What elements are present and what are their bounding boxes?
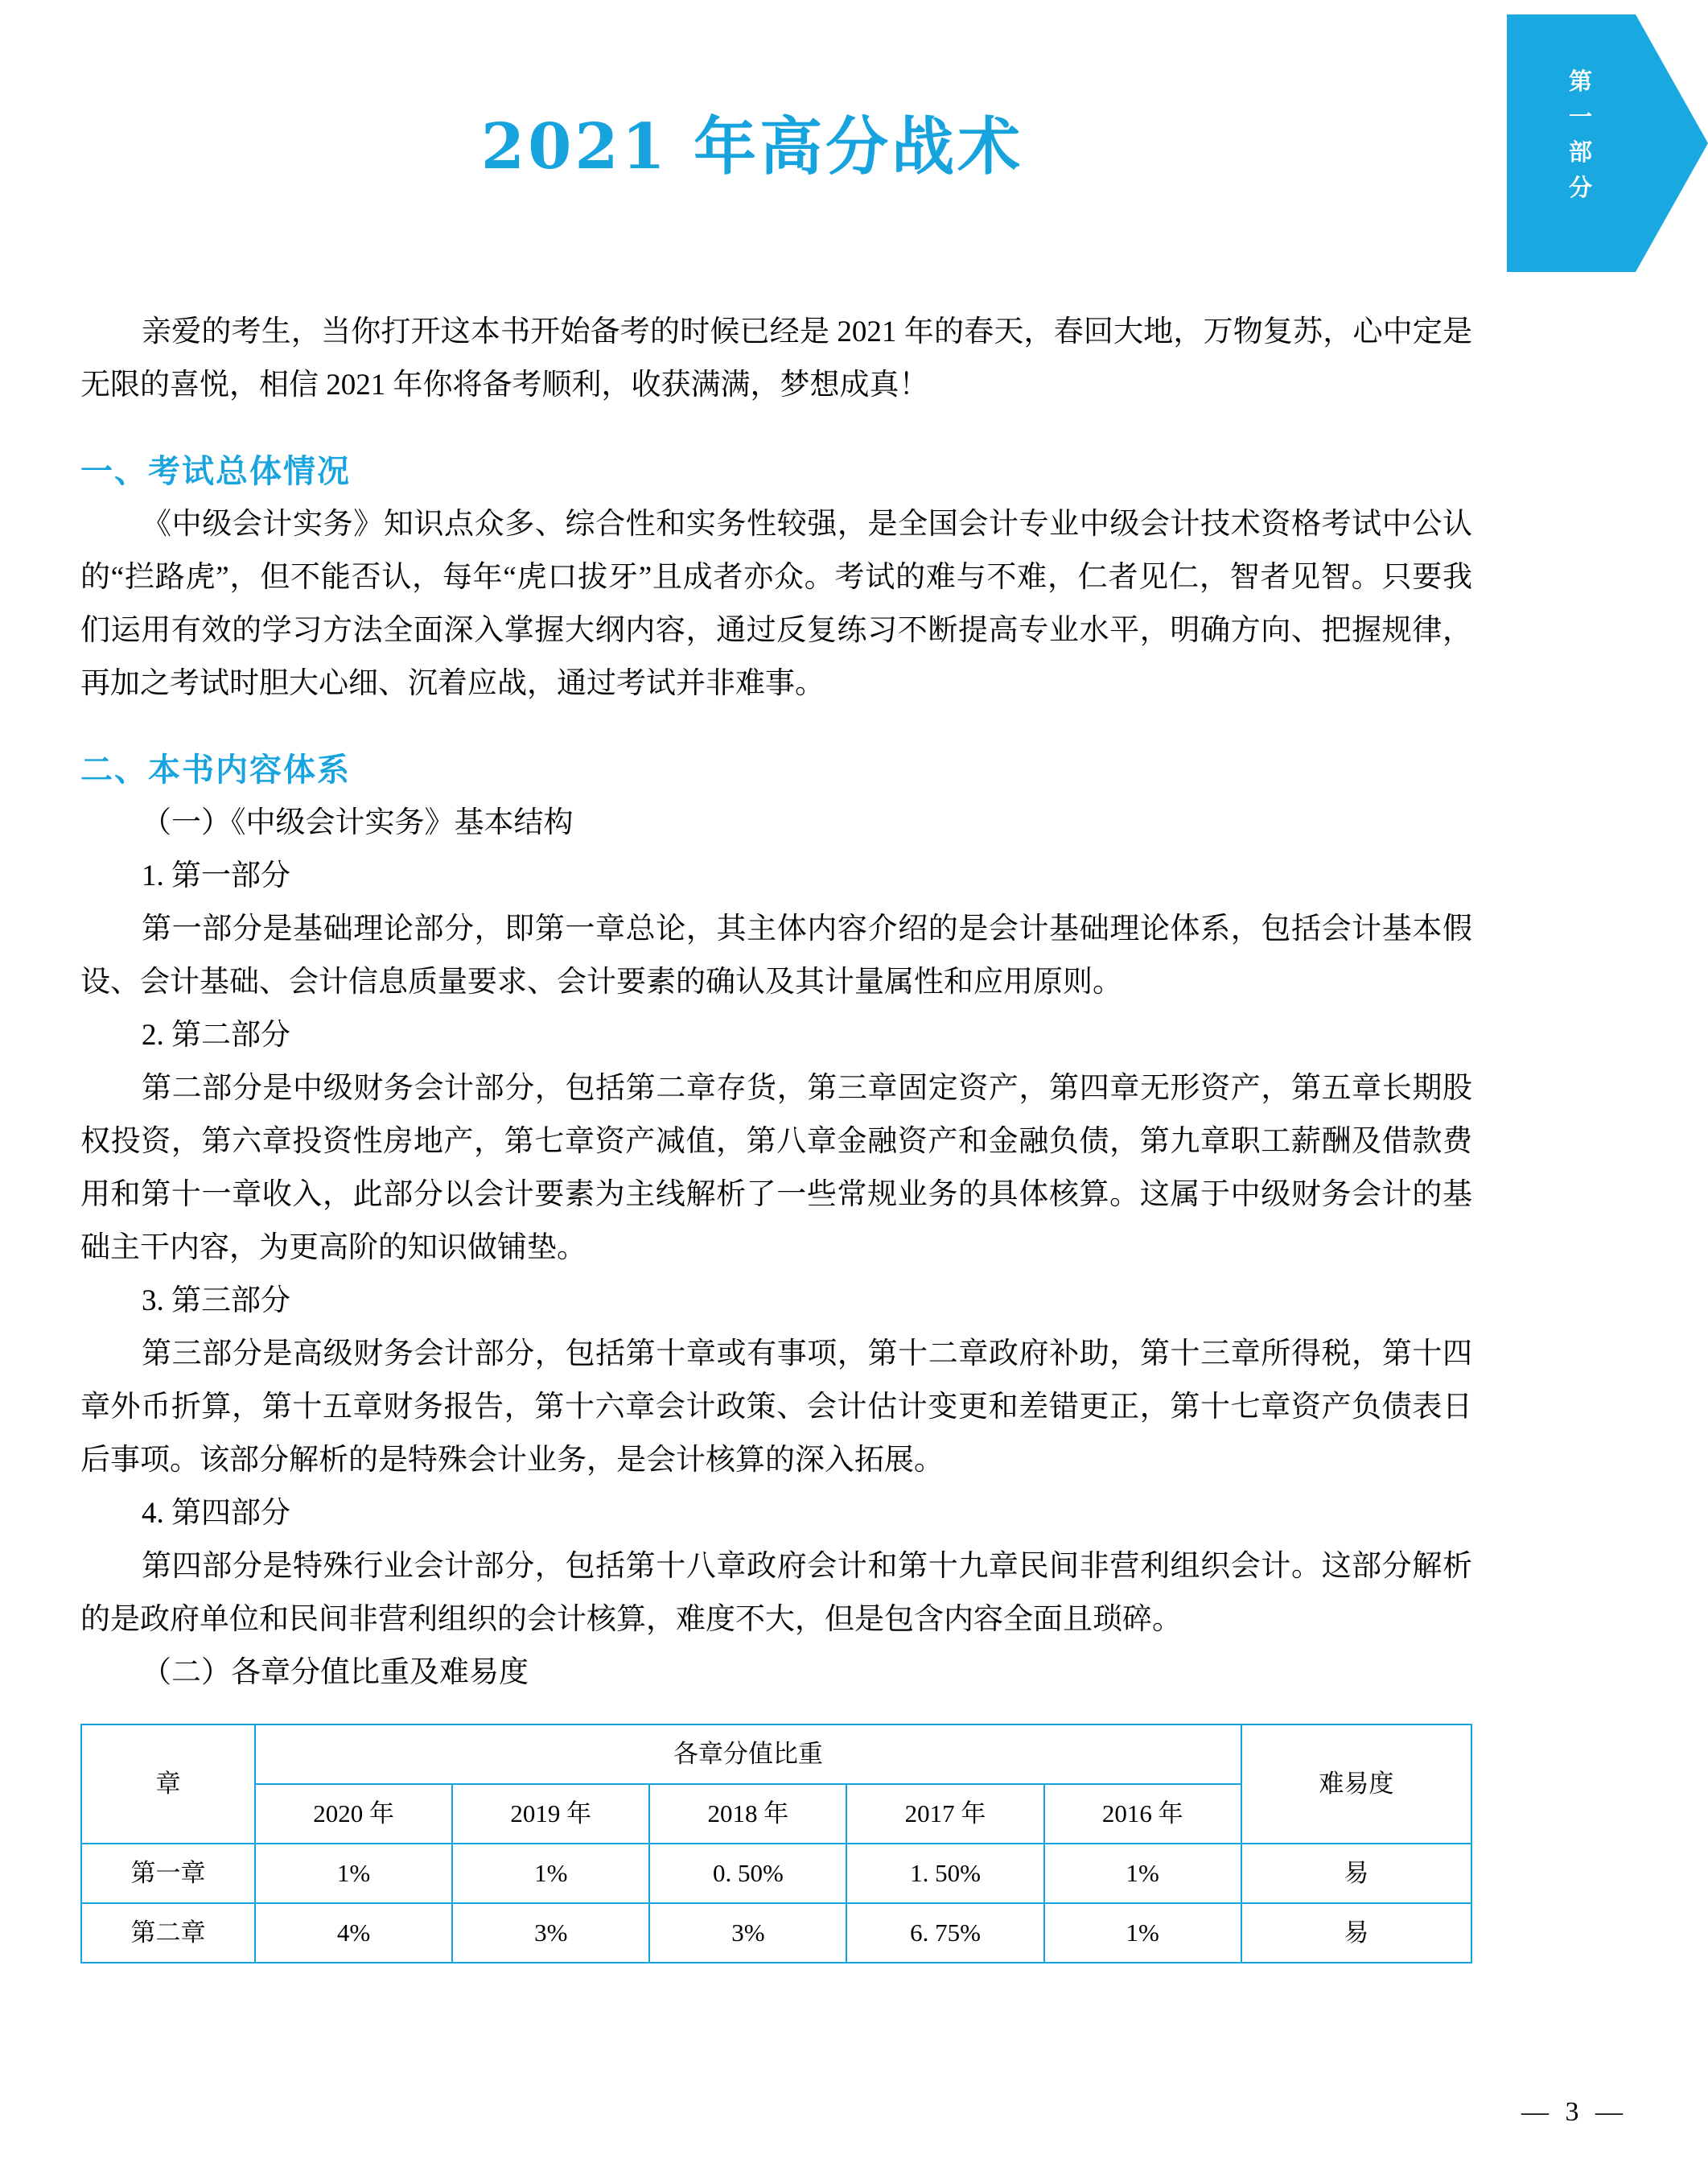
section-2-paragraph-8: 4. 第四部分 [142, 1497, 290, 1530]
cell-value: 1% [1044, 1844, 1241, 1903]
page-title: 2021 年高分战术 [480, 110, 1024, 183]
page-number: — 3 — [1521, 2097, 1628, 2127]
header-year-2018: 2018 年 [649, 1784, 846, 1844]
table-header-row-1 [81, 1725, 1471, 1784]
section-2-paragraph-7: 第三部分是高级财务会计部分，包括第十章或有事项，第十二章政府补助，第十三章所得税，第十四章外币折算，第十五章财务报告，第十六章会计政策、会计估计变更和差错更正，第十七章资产负债表日后事项。该部分解析的是特殊会计业务，是会计核算的深入拓展。 [80, 1337, 1472, 1477]
section-1-paragraph-1: 《中级会计实务》知识点众多、综合性和实务性较强，是全国会计专业中级会计技术资格考试中公认的“拦路虎”，但不能否认，每年“虎口拔牙”且成者亦众。考试的难与不难，仁者见仁，智者见智。只要我们运用有效的学习方法全面深入掌握大纲内容，通过反复练习不断提高专业水平，明确方向、把握规律，再加之考试时胆大心细、沉着应战，通过考试并非难事。 [80, 508, 1472, 700]
table-row [81, 1903, 1471, 1963]
tab-char-3: 部 [1568, 140, 1593, 166]
header-chapter: 章 [81, 1725, 255, 1844]
tab-char-2: 一 [1568, 105, 1593, 130]
header-score-group: 各章分值比重 [255, 1725, 1241, 1784]
section-2-paragraph-9: 第四部分是特殊行业会计部分，包括第十八章政府会计和第十九章民间非营利组织会计。这部分解析的是政府单位和民间非营利组织的会计核算，难度不大，但是包含内容全面且琐碎。 [80, 1550, 1472, 1636]
cell-value: 1% [1044, 1903, 1241, 1963]
section-heading-1: 一、考试总体情况 [80, 454, 351, 489]
cell-value: 6. 75% [846, 1903, 1043, 1963]
chapter-score-table [80, 1724, 1472, 1964]
arrow-shape-icon [1507, 14, 1708, 272]
page-content [80, 306, 1472, 1964]
section-2-paragraph-2: 1. 第一部分 [142, 859, 290, 892]
section-2-paragraph-1: （一）《中级会计实务》基本结构 [142, 806, 574, 839]
header-year-2016: 2016 年 [1044, 1784, 1241, 1844]
section-2-paragraph-4: 2. 第二部分 [142, 1019, 290, 1052]
cell-value: 4% [255, 1903, 452, 1963]
cell-chapter: 第二章 [81, 1903, 255, 1963]
cell-value: 3% [452, 1903, 649, 1963]
cell-value: 0. 50% [649, 1844, 846, 1903]
cell-difficulty: 易 [1241, 1903, 1471, 1963]
tab-char-1: 第 [1568, 69, 1593, 95]
header-year-2020: 2020 年 [255, 1784, 452, 1844]
tab-char-4: 分 [1568, 175, 1593, 201]
header-difficulty: 难易度 [1241, 1725, 1471, 1844]
cell-difficulty: 易 [1241, 1844, 1471, 1903]
section-heading-2: 二、本书内容体系 [80, 752, 351, 788]
intro-paragraph: 亲爱的考生，当你打开这本书开始备考的时候已经是 2021 年的春天，春回大地，万物复苏，心中定是无限的喜悦，相信 2021 年你将备考顺利，收获满满，梦想成真！ [80, 315, 1472, 402]
section-2-paragraph-3: 第一部分是基础理论部分，即第一章总论，其主体内容介绍的是会计基础理论体系，包括会计基本假设、会计基础、会计信息质量要求、会计要素的确认及其计量属性和应用原则。 [80, 913, 1472, 999]
cell-chapter: 第一章 [81, 1844, 255, 1903]
cell-value: 1. 50% [846, 1844, 1043, 1903]
cell-value: 1% [452, 1844, 649, 1903]
cell-value: 3% [649, 1903, 846, 1963]
section-2-paragraph-6: 3. 第三部分 [142, 1284, 290, 1317]
section-2-paragraph-5: 第二部分是中级财务会计部分，包括第二章存货，第三章固定资产，第四章无形资产，第五章长期股权投资，第六章投资性房地产，第七章资产减值，第八章金融资产和金融负债，第九章职工薪酬及借款费用和第十一章收入，此部分以会计要素为主线解析了一些常规业务的具体核算。这属于中级财务会计的基础主干内容，为更高阶的知识做铺垫。 [80, 1072, 1472, 1264]
header-year-2019: 2019 年 [452, 1784, 649, 1844]
table-row [81, 1844, 1471, 1903]
section-2-paragraph-10: （二）各章分值比重及难易度 [142, 1656, 529, 1689]
cell-value: 1% [255, 1844, 452, 1903]
header-year-2017: 2017 年 [846, 1784, 1043, 1844]
section-tab-label [1557, 64, 1605, 206]
section-tab [1507, 14, 1708, 272]
